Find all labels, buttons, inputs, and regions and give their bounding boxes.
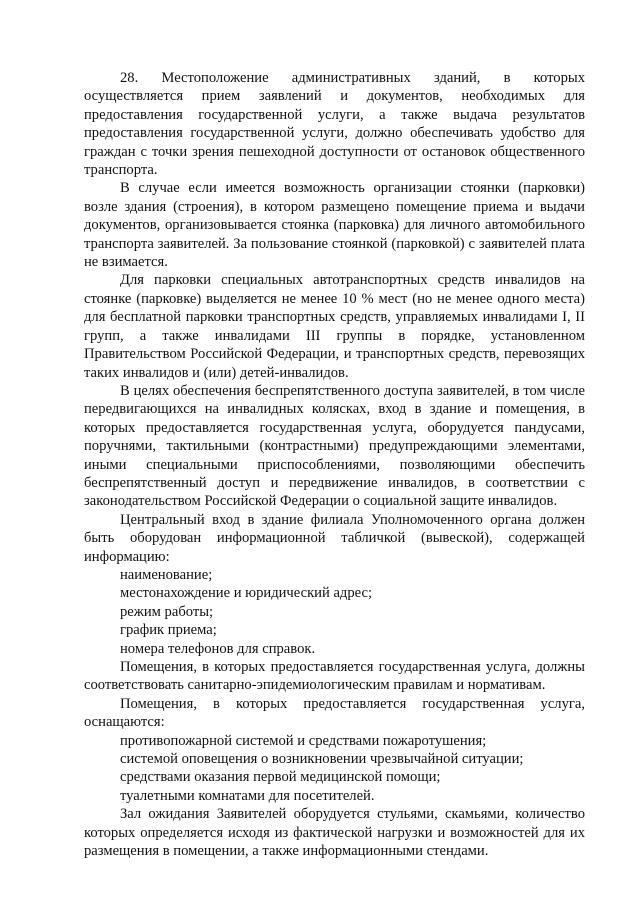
paragraph-sanitary: Помещения, в которых предоставляется государственная услуга, должны соответствовать санитарно-эпидемиологическим правилам и нормативам. [84,659,585,694]
list-item: номера телефонов для справок. [120,640,316,657]
list-item: системой оповещения о возникновении чрезвычайной ситуации; [120,751,524,768]
list-item: туалетными комнатами для посетителей. [120,787,375,804]
list-item: местонахождение и юридический адрес; [120,585,373,602]
document-page [84,69,585,860]
paragraph-waiting-room: Зал ожидания Заявителей оборудуется стульями, скамьями, количество которых определяется исходя из фактической нагрузки и возможностей для их размещения в помещении, а также информационными стендами. [84,806,585,860]
paragraph-equipment: Помещения, в которых предоставляется государственная услуга, оснащаются: [84,695,585,731]
list-item: средствами оказания первой медицинской помощи; [120,769,441,786]
list-item: график приема; [120,622,217,639]
paragraph-entrance-sign: Центральный вход в здание филиала Уполномоченного органа должен быть оборудован информационной табличкой (вывеской), содержащей информацию: [84,511,585,565]
paragraph-disabled-parking: Для парковки специальных автотранспортных средств инвалидов на стоянке (парковке) выделяется не менее 10 % мест (но не менее одного места) для бесплатной парковки транспортных средств, управляемых инвалидами I, II групп, а также инвалидами III группы в порядке, установленном Правительством Российской Федерации, и транспортных средств, перевозящих таких инвалидов и (или) детей-инвалидов. [84,272,585,381]
paragraph-parking: В случае если имеется возможность организации стоянки (парковки) возле здания (строения), в котором размещено помещение приема и выдачи документов, организовывается стоянка (парковка) для личного автомобильного транспорта заявителей. За пользование стоянкой (парковкой) с заявителей плата не взимается. [84,180,585,271]
paragraph-accessibility: В целях обеспечения беспрепятственного доступа заявителей, в том числе передвигающихся на инвалидных колясках, вход в здание и помещения, в которых предоставляется государственная услуга, оборудуется пандусами, поручнями, тактильными (контрастными) предупреждающими элементами, иными специальными приспособлениями, позволяющими обеспечить беспрепятственный доступ и передвижение инвалидов, в соответствии с законодательством Российской Федерации о социальной защите инвалидов. [84,382,585,510]
list-item: наименование; [120,566,213,583]
list-item: режим работы; [120,603,214,620]
paragraph-28-location: 28. Местоположение административных зданий, в которых осуществляется прием заявлений и документов, необходимых для предоставления государственной услуги, а также выдача результатов предоставления государственной услуги, должно обеспечивать удобство для граждан с точки зрения пешеходной доступности от остановок общественного транспорта. [84,70,585,179]
list-item: противопожарной системой и средствами пожаротушения; [120,732,487,749]
